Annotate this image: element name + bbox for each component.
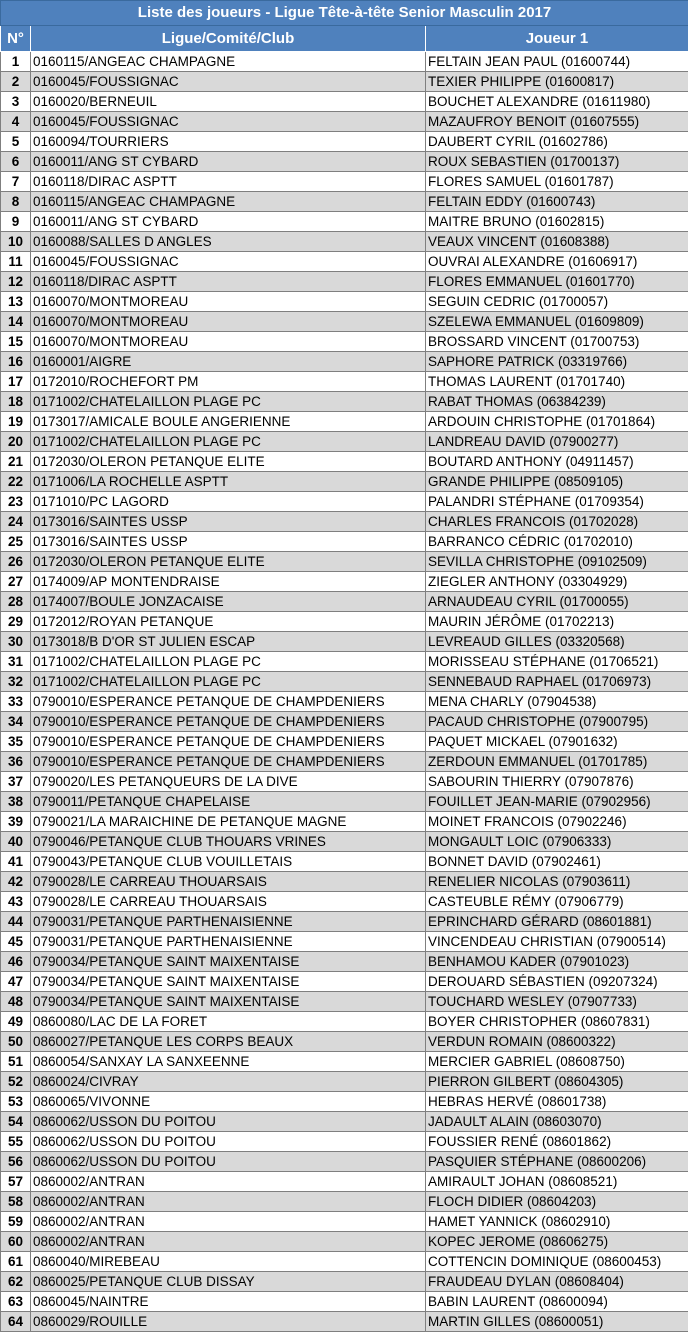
row-number[interactable]: 35 — [1, 732, 31, 752]
player-cell[interactable]: PIERRON GILBERT (08604305) — [426, 1072, 688, 1092]
club-cell[interactable]: 0171006/LA ROCHELLE ASPTT — [31, 472, 426, 492]
table-row — [1, 712, 688, 732]
row-number[interactable]: 4 — [1, 112, 31, 132]
player-cell[interactable]: DAUBERT CYRIL (01602786) — [426, 132, 688, 152]
player-cell[interactable]: CHARLES FRANCOIS (01702028) — [426, 512, 688, 532]
club-cell[interactable]: 0174009/AP MONTENDRAISE — [31, 572, 426, 592]
row-number[interactable]: 27 — [1, 572, 31, 592]
table-row — [1, 1172, 688, 1192]
row-number[interactable]: 39 — [1, 812, 31, 832]
table-row — [1, 472, 688, 492]
club-cell[interactable]: 0790010/ESPERANCE PETANQUE DE CHAMPDENIERS — [31, 732, 426, 752]
player-cell[interactable]: PASQUIER STÉPHANE (08600206) — [426, 1152, 688, 1172]
club-cell[interactable]: 0172030/OLERON PETANQUE ELITE — [31, 552, 426, 572]
player-cell[interactable]: ZERDOUN EMMANUEL (01701785) — [426, 752, 688, 772]
club-cell[interactable]: 0790028/LE CARREAU THOUARSAIS — [31, 892, 426, 912]
club-cell[interactable]: 0790034/PETANQUE SAINT MAIXENTAISE — [31, 952, 426, 972]
player-cell[interactable]: MAZAUFROY BENOIT (01607555) — [426, 112, 688, 132]
table-row — [1, 572, 688, 592]
row-number[interactable]: 24 — [1, 512, 31, 532]
player-cell[interactable]: FOUSSIER RENÉ (08601862) — [426, 1132, 688, 1152]
table-row — [1, 652, 688, 672]
club-cell[interactable]: 0160115/ANGEAC CHAMPAGNE — [31, 52, 426, 72]
title-row — [1, 1, 688, 26]
club-cell[interactable]: 0173018/B D'OR ST JULIEN ESCAP — [31, 632, 426, 652]
row-number[interactable]: 30 — [1, 632, 31, 652]
player-cell[interactable]: FOUILLET JEAN-MARIE (07902956) — [426, 792, 688, 812]
row-number[interactable]: 50 — [1, 1032, 31, 1052]
club-cell[interactable]: 0790034/PETANQUE SAINT MAIXENTAISE — [31, 992, 426, 1012]
player-cell[interactable]: OUVRAI ALEXANDRE (01606917) — [426, 252, 688, 272]
club-cell[interactable]: 0790010/ESPERANCE PETANQUE DE CHAMPDENIERS — [31, 752, 426, 772]
table-row — [1, 292, 688, 312]
row-number[interactable]: 62 — [1, 1272, 31, 1292]
player-cell[interactable]: FLOCH DIDIER (08604203) — [426, 1192, 688, 1212]
table-row — [1, 632, 688, 652]
row-number[interactable]: 63 — [1, 1292, 31, 1312]
table-row — [1, 692, 688, 712]
row-number[interactable]: 44 — [1, 912, 31, 932]
table-row — [1, 732, 688, 752]
table-row — [1, 212, 688, 232]
row-number[interactable]: 19 — [1, 412, 31, 432]
club-cell[interactable]: 0160020/BERNEUIL — [31, 92, 426, 112]
table-row — [1, 912, 688, 932]
table-row — [1, 1112, 688, 1132]
table-row — [1, 952, 688, 972]
club-cell[interactable]: 0173016/SAINTES USSP — [31, 532, 426, 552]
row-number[interactable]: 16 — [1, 352, 31, 372]
row-number[interactable]: 51 — [1, 1052, 31, 1072]
club-cell[interactable]: 0860002/ANTRAN — [31, 1172, 426, 1192]
table-row — [1, 1132, 688, 1152]
player-cell[interactable]: BENHAMOU KADER (07901023) — [426, 952, 688, 972]
player-cell[interactable]: MAITRE BRUNO (01602815) — [426, 212, 688, 232]
table-row — [1, 372, 688, 392]
player-cell[interactable]: BOYER CHRISTOPHER (08607831) — [426, 1012, 688, 1032]
table-row — [1, 1072, 688, 1092]
table-row — [1, 92, 688, 112]
club-cell[interactable]: 0790020/LES PETANQUEURS DE LA DIVE — [31, 772, 426, 792]
player-cell[interactable]: MENA CHARLY (07904538) — [426, 692, 688, 712]
table-row — [1, 1312, 688, 1332]
club-cell[interactable]: 0171002/CHATELAILLON PLAGE PC — [31, 652, 426, 672]
player-cell[interactable]: FRAUDEAU DYLAN (08608404) — [426, 1272, 688, 1292]
club-cell[interactable]: 0790031/PETANQUE PARTHENAISIENNE — [31, 912, 426, 932]
club-cell[interactable]: 0173017/AMICALE BOULE ANGERIENNE — [31, 412, 426, 432]
table-row — [1, 592, 688, 612]
table-row — [1, 772, 688, 792]
club-cell[interactable]: 0160070/MONTMOREAU — [31, 292, 426, 312]
player-cell[interactable]: BOUTARD ANTHONY (04911457) — [426, 452, 688, 472]
row-number[interactable]: 55 — [1, 1132, 31, 1152]
player-cell[interactable]: JADAULT ALAIN (08603070) — [426, 1112, 688, 1132]
row-number[interactable]: 49 — [1, 1012, 31, 1032]
header-club[interactable]: Ligue/Comité/Club — [31, 26, 426, 52]
player-cell[interactable]: PALANDRI STÉPHANE (01709354) — [426, 492, 688, 512]
player-cell[interactable]: THOMAS LAURENT (01701740) — [426, 372, 688, 392]
table-row — [1, 52, 688, 72]
row-number[interactable]: 40 — [1, 832, 31, 852]
row-number[interactable]: 34 — [1, 712, 31, 732]
club-cell[interactable]: 0860040/MIREBEAU — [31, 1252, 426, 1272]
club-cell[interactable]: 0860024/CIVRAY — [31, 1072, 426, 1092]
row-number[interactable]: 23 — [1, 492, 31, 512]
row-number[interactable]: 36 — [1, 752, 31, 772]
row-number[interactable]: 29 — [1, 612, 31, 632]
player-cell[interactable]: BARRANCO CÉDRIC (01702010) — [426, 532, 688, 552]
club-cell[interactable]: 0160045/FOUSSIGNAC — [31, 72, 426, 92]
player-cell[interactable]: FELTAIN JEAN PAUL (01600744) — [426, 52, 688, 72]
player-cell[interactable]: VERDUN ROMAIN (08600322) — [426, 1032, 688, 1052]
row-number[interactable]: 48 — [1, 992, 31, 1012]
table-row — [1, 432, 688, 452]
club-cell[interactable]: 0171010/PC LAGORD — [31, 492, 426, 512]
table-row — [1, 1252, 688, 1272]
table-row — [1, 792, 688, 812]
table-row — [1, 992, 688, 1012]
row-number[interactable]: 15 — [1, 332, 31, 352]
table-row — [1, 1152, 688, 1172]
row-number[interactable]: 7 — [1, 172, 31, 192]
club-cell[interactable]: 0160070/MONTMOREAU — [31, 312, 426, 332]
club-cell[interactable]: 0860025/PETANQUE CLUB DISSAY — [31, 1272, 426, 1292]
club-cell[interactable]: 0790011/PETANQUE CHAPELAISE — [31, 792, 426, 812]
club-cell[interactable]: 0860062/USSON DU POITOU — [31, 1112, 426, 1132]
table-row — [1, 132, 688, 152]
player-cell[interactable]: MORISSEAU STÉPHANE (01706521) — [426, 652, 688, 672]
club-cell[interactable]: 0171002/CHATELAILLON PLAGE PC — [31, 392, 426, 412]
table-row — [1, 452, 688, 472]
row-number[interactable]: 33 — [1, 692, 31, 712]
club-cell[interactable]: 0160088/SALLES D ANGLES — [31, 232, 426, 252]
club-cell[interactable]: 0160011/ANG ST CYBARD — [31, 212, 426, 232]
table-row — [1, 172, 688, 192]
club-cell[interactable]: 0160045/FOUSSIGNAC — [31, 252, 426, 272]
row-number[interactable]: 64 — [1, 1312, 31, 1332]
row-number[interactable]: 28 — [1, 592, 31, 612]
row-number[interactable]: 5 — [1, 132, 31, 152]
player-cell[interactable]: MOINET FRANCOIS (07902246) — [426, 812, 688, 832]
club-cell[interactable]: 0860080/LAC DE LA FORET — [31, 1012, 426, 1032]
club-cell[interactable]: 0174007/BOULE JONZACAISE — [31, 592, 426, 612]
club-cell[interactable]: 0860054/SANXAY LA SANXEENNE — [31, 1052, 426, 1072]
player-cell[interactable]: BOUCHET ALEXANDRE (01611980) — [426, 92, 688, 112]
player-cell[interactable]: BROSSARD VINCENT (01700753) — [426, 332, 688, 352]
club-cell[interactable]: 0172030/OLERON PETANQUE ELITE — [31, 452, 426, 472]
row-number[interactable]: 32 — [1, 672, 31, 692]
club-cell[interactable]: 0790043/PETANQUE CLUB VOUILLETAIS — [31, 852, 426, 872]
row-number[interactable]: 59 — [1, 1212, 31, 1232]
row-number[interactable]: 38 — [1, 792, 31, 812]
table-row — [1, 512, 688, 532]
player-cell[interactable]: VINCENDEAU CHRISTIAN (07900514) — [426, 932, 688, 952]
table-row — [1, 932, 688, 952]
player-cell[interactable]: LEVREAUD GILLES (03320568) — [426, 632, 688, 652]
row-number[interactable]: 41 — [1, 852, 31, 872]
table-row — [1, 192, 688, 212]
club-cell[interactable]: 0171002/CHATELAILLON PLAGE PC — [31, 672, 426, 692]
table-row — [1, 152, 688, 172]
row-number[interactable]: 12 — [1, 272, 31, 292]
row-number[interactable]: 56 — [1, 1152, 31, 1172]
row-number[interactable]: 61 — [1, 1252, 31, 1272]
player-cell[interactable]: SENNEBAUD RAPHAEL (01706973) — [426, 672, 688, 692]
player-cell[interactable]: PAQUET MICKAEL (07901632) — [426, 732, 688, 752]
table-row — [1, 972, 688, 992]
row-number[interactable]: 11 — [1, 252, 31, 272]
table-row — [1, 832, 688, 852]
player-cell[interactable]: ROUX SEBASTIEN (01700137) — [426, 152, 688, 172]
club-cell[interactable]: 0160118/DIRAC ASPTT — [31, 272, 426, 292]
row-number[interactable]: 17 — [1, 372, 31, 392]
table-row — [1, 1192, 688, 1212]
club-cell[interactable]: 0860045/NAINTRE — [31, 1292, 426, 1312]
player-cell[interactable]: COTTENCIN DOMINIQUE (08600453) — [426, 1252, 688, 1272]
row-number[interactable]: 58 — [1, 1192, 31, 1212]
player-cell[interactable]: DEROUARD SÉBASTIEN (09207324) — [426, 972, 688, 992]
table-row — [1, 752, 688, 772]
club-cell[interactable]: 0790010/ESPERANCE PETANQUE DE CHAMPDENIERS — [31, 692, 426, 712]
player-cell[interactable]: LANDREAU DAVID (07900277) — [426, 432, 688, 452]
club-cell[interactable]: 0860065/VIVONNE — [31, 1092, 426, 1112]
table-row — [1, 312, 688, 332]
row-number[interactable]: 21 — [1, 452, 31, 472]
player-cell[interactable]: PACAUD CHRISTOPHE (07900795) — [426, 712, 688, 732]
player-cell[interactable]: ARDOUIN CHRISTOPHE (01701864) — [426, 412, 688, 432]
header-player[interactable]: Joueur 1 — [426, 26, 688, 52]
row-number[interactable]: 3 — [1, 92, 31, 112]
player-cell[interactable]: BABIN LAURENT (08600094) — [426, 1292, 688, 1312]
row-number[interactable]: 37 — [1, 772, 31, 792]
row-number[interactable]: 18 — [1, 392, 31, 412]
row-number[interactable]: 6 — [1, 152, 31, 172]
club-cell[interactable]: 0790028/LE CARREAU THOUARSAIS — [31, 872, 426, 892]
table-row — [1, 552, 688, 572]
row-number[interactable]: 42 — [1, 872, 31, 892]
player-cell[interactable]: FELTAIN EDDY (01600743) — [426, 192, 688, 212]
club-cell[interactable]: 0860029/ROUILLE — [31, 1312, 426, 1332]
player-cell[interactable]: SEVILLA CHRISTOPHE (09102509) — [426, 552, 688, 572]
player-cell[interactable]: RENELIER NICOLAS (07903611) — [426, 872, 688, 892]
player-cell[interactable]: SABOURIN THIERRY (07907876) — [426, 772, 688, 792]
player-cell[interactable]: KOPEC JEROME (08606275) — [426, 1232, 688, 1252]
table-row — [1, 532, 688, 552]
player-cell[interactable]: MARTIN GILLES (08600051) — [426, 1312, 688, 1332]
player-cell[interactable]: MERCIER GABRIEL (08608750) — [426, 1052, 688, 1072]
player-cell[interactable]: TOUCHARD WESLEY (07907733) — [426, 992, 688, 1012]
row-number[interactable]: 60 — [1, 1232, 31, 1252]
club-cell[interactable]: 0860002/ANTRAN — [31, 1192, 426, 1212]
table-row — [1, 72, 688, 92]
row-number[interactable]: 43 — [1, 892, 31, 912]
row-number[interactable]: 52 — [1, 1072, 31, 1092]
club-cell[interactable]: 0160115/ANGEAC CHAMPAGNE — [31, 192, 426, 212]
club-cell[interactable]: 0790010/ESPERANCE PETANQUE DE CHAMPDENIERS — [31, 712, 426, 732]
row-number[interactable]: 46 — [1, 952, 31, 972]
row-number[interactable]: 14 — [1, 312, 31, 332]
table-row — [1, 1212, 688, 1232]
club-cell[interactable]: 0172012/ROYAN PETANQUE — [31, 612, 426, 632]
club-cell[interactable]: 0160070/MONTMOREAU — [31, 332, 426, 352]
row-number[interactable]: 31 — [1, 652, 31, 672]
row-number[interactable]: 13 — [1, 292, 31, 312]
header-num[interactable]: N° — [1, 26, 31, 52]
club-cell[interactable]: 0860002/ANTRAN — [31, 1232, 426, 1252]
table-body — [1, 52, 688, 1332]
row-number[interactable]: 53 — [1, 1092, 31, 1112]
player-cell[interactable]: CASTEUBLE RÉMY (07906779) — [426, 892, 688, 912]
player-cell[interactable]: TEXIER PHILIPPE (01600817) — [426, 72, 688, 92]
row-number[interactable]: 8 — [1, 192, 31, 212]
club-cell[interactable]: 0160094/TOURRIERS — [31, 132, 426, 152]
player-cell[interactable]: FLORES SAMUEL (01601787) — [426, 172, 688, 192]
table-row — [1, 412, 688, 432]
row-number[interactable]: 26 — [1, 552, 31, 572]
table-row — [1, 1272, 688, 1292]
header-row — [1, 26, 688, 52]
row-number[interactable]: 1 — [1, 52, 31, 72]
table-row — [1, 812, 688, 832]
row-number[interactable]: 22 — [1, 472, 31, 492]
player-cell[interactable]: ARNAUDEAU CYRIL (01700055) — [426, 592, 688, 612]
table-row — [1, 1292, 688, 1312]
row-number[interactable]: 9 — [1, 212, 31, 232]
table-row — [1, 892, 688, 912]
player-cell[interactable]: ZIEGLER ANTHONY (03304929) — [426, 572, 688, 592]
club-cell[interactable]: 0160045/FOUSSIGNAC — [31, 112, 426, 132]
row-number[interactable]: 54 — [1, 1112, 31, 1132]
club-cell[interactable]: 0160001/AIGRE — [31, 352, 426, 372]
club-cell[interactable]: 0172010/ROCHEFORT PM — [31, 372, 426, 392]
player-cell[interactable]: GRANDE PHILIPPE (08509105) — [426, 472, 688, 492]
club-cell[interactable]: 0790046/PETANQUE CLUB THOUARS VRINES — [31, 832, 426, 852]
row-number[interactable]: 25 — [1, 532, 31, 552]
player-cell[interactable]: EPRINCHARD GÉRARD (08601881) — [426, 912, 688, 932]
table-row — [1, 492, 688, 512]
player-cell[interactable]: HAMET YANNICK (08602910) — [426, 1212, 688, 1232]
row-number[interactable]: 10 — [1, 232, 31, 252]
table-row — [1, 112, 688, 132]
table-row — [1, 1012, 688, 1032]
club-cell[interactable]: 0860062/USSON DU POITOU — [31, 1132, 426, 1152]
player-cell[interactable]: AMIRAULT JOHAN (08608521) — [426, 1172, 688, 1192]
row-number[interactable]: 45 — [1, 932, 31, 952]
player-cell[interactable]: SEGUIN CEDRIC (01700057) — [426, 292, 688, 312]
table-row — [1, 392, 688, 412]
row-number[interactable]: 20 — [1, 432, 31, 452]
player-cell[interactable]: SAPHORE PATRICK (03319766) — [426, 352, 688, 372]
player-cell[interactable]: HEBRAS HERVÉ (08601738) — [426, 1092, 688, 1112]
club-cell[interactable]: 0790021/LA MARAICHINE DE PETANQUE MAGNE — [31, 812, 426, 832]
table-row — [1, 232, 688, 252]
table-row — [1, 1232, 688, 1252]
row-number[interactable]: 47 — [1, 972, 31, 992]
table-row — [1, 1052, 688, 1072]
club-cell[interactable]: 0860062/USSON DU POITOU — [31, 1152, 426, 1172]
player-cell[interactable]: MONGAULT LOIC (07906333) — [426, 832, 688, 852]
club-cell[interactable]: 0790031/PETANQUE PARTHENAISIENNE — [31, 932, 426, 952]
club-cell[interactable]: 0173016/SAINTES USSP — [31, 512, 426, 532]
table-row — [1, 1032, 688, 1052]
sheet-title: Liste des joueurs - Ligue Tête-à-tête Senior Masculin 2017 — [1, 1, 688, 26]
club-cell[interactable]: 0790034/PETANQUE SAINT MAIXENTAISE — [31, 972, 426, 992]
table-row — [1, 852, 688, 872]
table-row — [1, 332, 688, 352]
table-row — [1, 1092, 688, 1112]
table-row — [1, 352, 688, 372]
player-cell[interactable]: RABAT THOMAS (06384239) — [426, 392, 688, 412]
row-number[interactable]: 57 — [1, 1172, 31, 1192]
player-cell[interactable]: BONNET DAVID (07902461) — [426, 852, 688, 872]
table-row — [1, 672, 688, 692]
player-cell[interactable]: FLORES EMMANUEL (01601770) — [426, 272, 688, 292]
club-cell[interactable]: 0160011/ANG ST CYBARD — [31, 152, 426, 172]
player-cell[interactable]: MAURIN JÉRÔME (01702213) — [426, 612, 688, 632]
table-row — [1, 612, 688, 632]
table-row — [1, 872, 688, 892]
club-cell[interactable]: 0171002/CHATELAILLON PLAGE PC — [31, 432, 426, 452]
club-cell[interactable]: 0860027/PETANQUE LES CORPS BEAUX — [31, 1032, 426, 1052]
club-cell[interactable]: 0860002/ANTRAN — [31, 1212, 426, 1232]
player-cell[interactable]: SZELEWA EMMANUEL (01609809) — [426, 312, 688, 332]
club-cell[interactable]: 0160118/DIRAC ASPTT — [31, 172, 426, 192]
table-row — [1, 252, 688, 272]
player-cell[interactable]: VEAUX VINCENT (01608388) — [426, 232, 688, 252]
row-number[interactable]: 2 — [1, 72, 31, 92]
table-row — [1, 272, 688, 292]
